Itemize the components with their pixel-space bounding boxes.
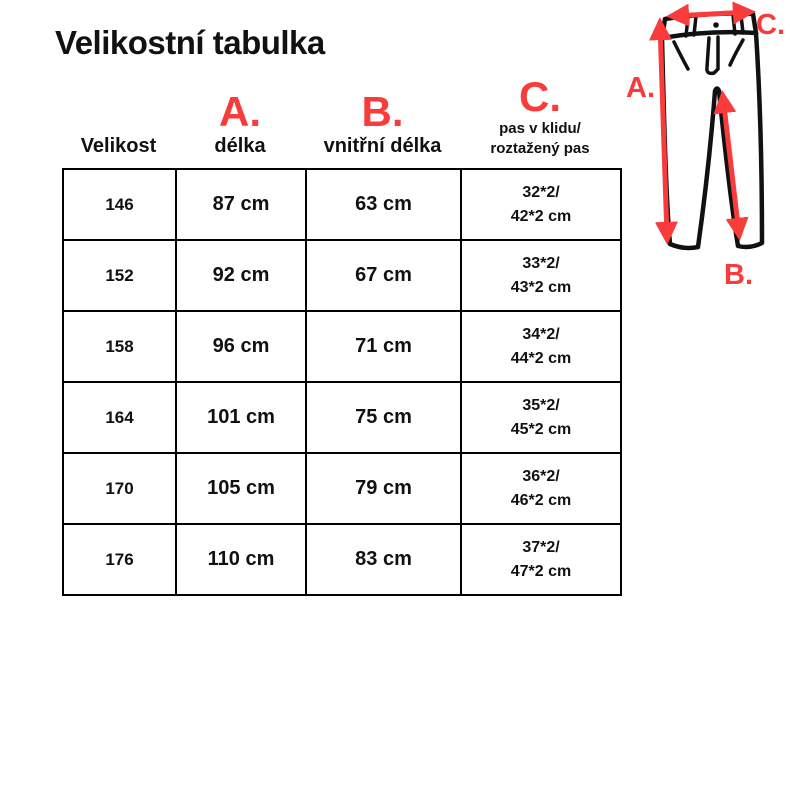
header-size-label: Velikost bbox=[80, 135, 157, 157]
waist-cell bbox=[461, 382, 621, 453]
length-cell: 110 cm bbox=[176, 524, 306, 595]
table-row bbox=[63, 453, 621, 524]
size-cell: 158 bbox=[63, 311, 176, 382]
table-row bbox=[63, 311, 621, 382]
waist-cell bbox=[461, 311, 621, 382]
header-length bbox=[175, 66, 305, 160]
waist-cell bbox=[461, 240, 621, 311]
length-cell: 92 cm bbox=[176, 240, 306, 311]
waist-cell bbox=[461, 169, 621, 240]
waist-line1: 32*2/ bbox=[522, 183, 560, 201]
waist-line1: 33*2/ bbox=[522, 254, 560, 272]
inner-length-cell: 83 cm bbox=[306, 524, 461, 595]
size-cell: 152 bbox=[63, 240, 176, 311]
length-cell: 96 cm bbox=[176, 311, 306, 382]
measure-letter-b: B. bbox=[361, 87, 404, 135]
measure-letter-a: A. bbox=[219, 87, 261, 135]
header-waist-line2: roztažený pas bbox=[490, 139, 590, 157]
header-inner-length bbox=[305, 66, 460, 160]
inner-length-cell: 67 cm bbox=[306, 240, 461, 311]
size-cell: 176 bbox=[63, 524, 176, 595]
waist-line2: 46*2 cm bbox=[510, 491, 572, 509]
waist-line2: 45*2 cm bbox=[510, 420, 572, 438]
diagram-label-a: A. bbox=[626, 72, 655, 104]
header-length-label: délka bbox=[214, 135, 266, 157]
waist-line1: 36*2/ bbox=[522, 467, 560, 485]
pants-measurement-diagram bbox=[622, 0, 800, 300]
table-header-row bbox=[62, 66, 620, 160]
size-table bbox=[62, 168, 622, 596]
waist-line2: 44*2 cm bbox=[510, 349, 572, 367]
inner-length-cell: 75 cm bbox=[306, 382, 461, 453]
waist-line1: 35*2/ bbox=[522, 396, 560, 414]
pants-icon bbox=[662, 14, 762, 248]
length-cell: 105 cm bbox=[176, 453, 306, 524]
size-cell: 164 bbox=[63, 382, 176, 453]
header-size bbox=[62, 66, 175, 160]
header-waist-label bbox=[490, 119, 589, 160]
length-cell: 101 cm bbox=[176, 382, 306, 453]
waist-cell bbox=[461, 524, 621, 595]
diagram-label-c: C. bbox=[756, 9, 785, 41]
header-inner-length-label: vnitřní délka bbox=[323, 135, 442, 157]
table-row bbox=[63, 169, 621, 240]
inner-length-cell: 71 cm bbox=[306, 311, 461, 382]
inner-length-cell: 63 cm bbox=[306, 169, 461, 240]
waist-line1: 37*2/ bbox=[522, 538, 560, 556]
length-cell: 87 cm bbox=[176, 169, 306, 240]
header-waist-line1: pas v klidu/ bbox=[499, 120, 581, 137]
size-cell: 146 bbox=[63, 169, 176, 240]
waist-line2: 42*2 cm bbox=[510, 207, 572, 225]
size-cell: 170 bbox=[63, 453, 176, 524]
measure-letter-c: C. bbox=[519, 72, 561, 120]
table-row bbox=[63, 524, 621, 595]
waist-cell bbox=[461, 453, 621, 524]
waist-line1: 34*2/ bbox=[522, 325, 560, 343]
inner-length-cell: 79 cm bbox=[306, 453, 461, 524]
table-row bbox=[63, 382, 621, 453]
arrow-a-outer-length bbox=[660, 24, 667, 238]
diagram-label-b: B. bbox=[724, 259, 753, 291]
header-waist bbox=[460, 66, 620, 160]
page-title: Velikostní tabulka bbox=[55, 24, 325, 61]
waist-line2: 43*2 cm bbox=[510, 278, 572, 296]
waist-line2: 47*2 cm bbox=[510, 562, 572, 580]
table-row bbox=[63, 240, 621, 311]
